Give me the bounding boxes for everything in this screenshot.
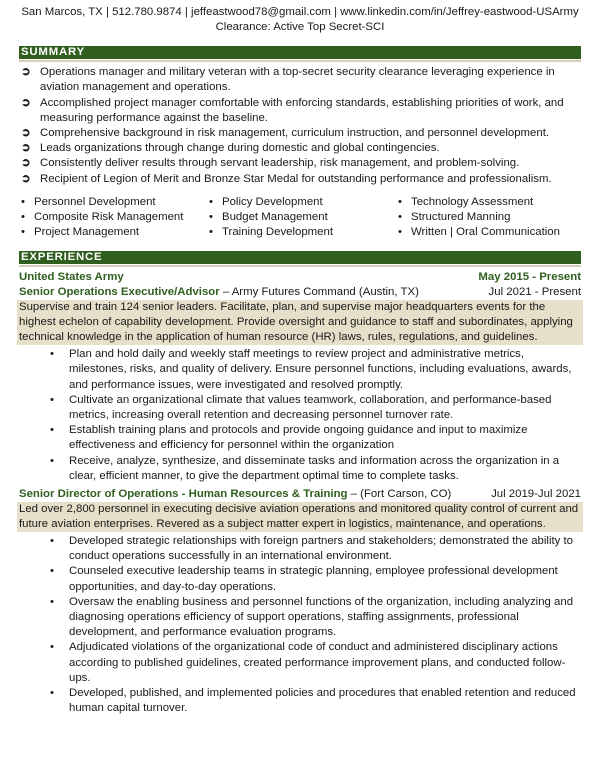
experience-divider [19,265,581,267]
summary-list [19,65,581,187]
summary-divider [19,60,581,62]
bullet-dot-icon: • [209,195,213,208]
bullet-dot-icon: • [21,211,25,224]
arrow-bullet-icon: ➲ [21,66,31,79]
summary-item: ➲ Comprehensive background in risk management, curriculum instruction, and personnel development. [19,126,581,141]
role-bullet: • Plan and hold daily and weekly staff meetings to review project and administrative metrics, milestones, risks, and quality of delivery. Ensure personnel functions, including evaluations, awards, and performance issues, were investigated and resolved promptly. [50,348,572,391]
summary-item: ➲ Leads organizations through change during domestic and global contingencies. [19,141,581,156]
skills-grid [19,195,581,241]
contact-line: San Marcos, TX | 512.780.9874 | jeffeastwood78@gmail.com | www.linkedin.com/in/Jeffrey-eastwood-USArmy [21,6,579,18]
clearance-line: Clearance: Active Top Secret-SCI [215,20,385,33]
bullet-dot-icon: • [398,226,402,239]
arrow-bullet-icon: ➲ [21,172,31,185]
summary-item: ➲ Accomplished project manager comfortable with enforcing standards, establishing priorities of work, and measuring performance against the baseline. [21,96,564,124]
bullet-dot-icon: • [50,454,54,467]
bullet-dot-icon: • [50,641,54,654]
role-bullets [19,347,581,484]
role-location: – Army Futures Command (Austin, TX) [219,286,419,299]
arrow-bullet-icon: ➲ [21,127,31,139]
skill-item: • Budget Management [207,210,396,225]
summary-item: ➲ Recipient of Legion of Merit and Bronze Star Medal for outstanding performance and professionalism. [19,172,581,187]
role-title-row [19,285,581,300]
bullet-dot-icon: • [209,211,213,224]
summary-heading: SUMMARY [19,46,581,59]
summary-item: ➲ Operations manager and military veteran with a top-secret security clearance leveraging experience in aviation management and operations. [21,66,555,94]
bullet-dot-icon: • [398,211,402,224]
bullet-dot-icon: • [21,226,25,239]
skills-column [19,195,207,241]
skill-item: • Personnel Development [19,195,207,210]
experience-heading: EXPERIENCE [19,251,581,264]
arrow-bullet-icon: ➲ [21,96,31,109]
role-title: Senior Director of Operations - Human Resources & Training [19,488,348,501]
skill-item: • Structured Manning [396,210,566,225]
role-bullet: • Counseled executive leadership teams in strategic planning, employee professional development opportunities, and day-to-day operations. [50,565,558,593]
bullet-dot-icon: • [50,424,54,437]
role-dates: Jul 2021 - Present [488,286,581,299]
organization-name: United States Army [19,271,124,284]
bullet-dot-icon: • [21,195,25,208]
bullet-dot-icon: • [50,348,54,361]
role-bullet: • Developed, published, and implemented policies and procedures that enabled retention and reduced human capital turnover. [50,687,576,715]
skill-item: • Policy Development [207,195,396,210]
role-bullet: • Adjudicated violations of the organizational code of conduct and administered disciplinary actions according to published guidelines, created performance improvement plans, and conducted follow-ups. [50,641,566,684]
bullet-dot-icon: • [50,535,54,548]
role-dates: Jul 2019-Jul 2021 [491,488,581,501]
role-block [19,487,581,716]
role-bullet: • Cultivate an organizational climate that values teamwork, collaboration, and performance-based metrics, increasing overall retention and decreasing personnel turnover rate. [50,393,552,422]
role-summary: Led over 2,800 personnel in executing decisive aviation operations and monitored quality control of current and future aviation enterprises. Revered as a subject matter expert in logistics, maintenance, and operations. [17,502,583,532]
bullet-dot-icon: • [50,393,54,406]
skills-column [396,195,566,241]
bullet-dot-icon: • [50,565,54,578]
role-bullet: • Receive, analyze, synthesize, and disseminate tasks and information across the organization in a clear, efficient manner, to give the department optimal time to complete tasks. [50,454,560,482]
bullet-dot-icon: • [398,195,402,208]
role-bullets [19,534,581,716]
skill-item: • Composite Risk Management [19,210,207,225]
skill-item: • Training Development [207,225,396,240]
arrow-bullet-icon: ➲ [21,157,31,170]
role-title: Senior Operations Executive/Advisor [19,286,220,299]
bullet-dot-icon: • [209,226,213,239]
role-title-row [19,487,581,502]
role-summary: Supervise and train 124 senior leaders. Facilitate, plan, and supervise major headquarters events for the highest echelon of capability development. Provide oversight and guidance to staff and subordinates, applying technical knowledge in the application of human resource (HR) laws, rules, regulations, and guidelines. [17,300,583,346]
skill-item: • Written | Oral Communication [396,225,566,240]
role-bullet: • Developed strategic relationships with foreign partners and stakeholders; demonstrated the ability to conduct operations successfully in an international environment. [50,535,574,563]
bullet-dot-icon: • [50,595,54,608]
skill-item: • Technology Assessment [396,195,566,210]
role-bullet: • Oversaw the enabling business and personnel functions of the organization, including analyzing and diagnosing operations efficiency of support operations, staffing assignments, professional development, and performance evaluation programs. [50,595,574,639]
organization-row [19,270,581,285]
role-location: – (Fort Carson, CO) [347,488,452,501]
bullet-dot-icon: • [50,687,54,700]
organization-dates: May 2015 - Present [478,271,581,284]
skill-item: • Project Management [19,225,207,240]
role-block [19,285,581,484]
skills-column [207,195,396,241]
role-bullet: • Establish training plans and protocols and provide ongoing guidance and input to maximize effectiveness and efficiency for personnel within the organization [50,424,528,452]
arrow-bullet-icon: ➲ [21,142,31,155]
summary-item: ➲ Consistently deliver results through servant leadership, risk management, and problem-solving. [19,156,581,171]
contact-header [19,0,581,34]
